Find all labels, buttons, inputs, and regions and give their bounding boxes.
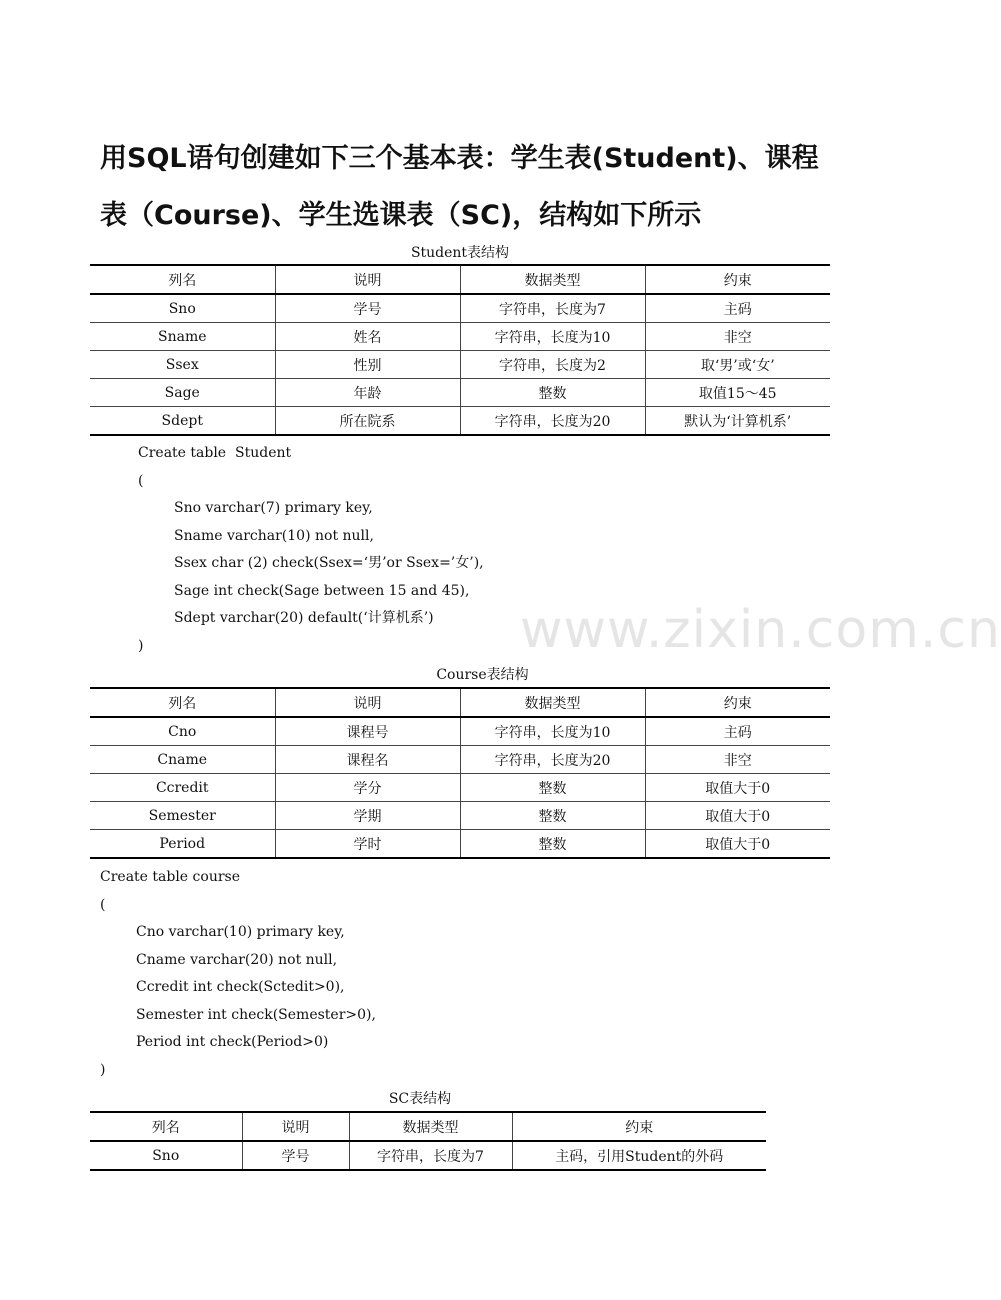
table-cell: 课程号 bbox=[275, 717, 460, 746]
table-cell: 学号 bbox=[242, 1141, 349, 1170]
table-cell: 学期 bbox=[275, 802, 460, 830]
table-header-row bbox=[90, 1112, 766, 1141]
table-cell: Semester bbox=[90, 802, 275, 830]
table-row bbox=[90, 1141, 766, 1170]
header-constraint: 约束 bbox=[645, 688, 830, 717]
table-cell: 学号 bbox=[275, 294, 460, 323]
table-cell: 性别 bbox=[275, 351, 460, 379]
table-cell: 年龄 bbox=[275, 379, 460, 407]
table-cell: 非空 bbox=[645, 746, 830, 774]
code-line: Period int check(Period>0) bbox=[136, 1034, 329, 1050]
table-row bbox=[90, 802, 830, 830]
table-cell: 取值大于0 bbox=[645, 774, 830, 802]
table-cell: Sname bbox=[90, 323, 275, 351]
header-column-name: 列名 bbox=[90, 265, 275, 294]
sc-table-caption: SC表结构 bbox=[388, 1091, 452, 1107]
table-cell: 默认为‘计算机系’ bbox=[645, 407, 830, 436]
header-column-name: 列名 bbox=[90, 1112, 242, 1141]
code-line: Create table course bbox=[100, 869, 240, 885]
code-line: Ccredit int check(Sctedit>0), bbox=[136, 979, 345, 995]
table-row bbox=[90, 746, 830, 774]
table-cell: 所在院系 bbox=[275, 407, 460, 436]
code-line: Sname varchar(10) not null, bbox=[174, 527, 374, 544]
course-table bbox=[90, 687, 830, 859]
table-cell: 学时 bbox=[275, 830, 460, 859]
table-cell: 课程名 bbox=[275, 746, 460, 774]
code-line: Sdept varchar(20) default(‘计算机系’) bbox=[174, 610, 434, 626]
code-line: ( bbox=[100, 896, 106, 913]
table-cell: 字符串，长度为2 bbox=[460, 351, 645, 379]
header-description: 说明 bbox=[242, 1112, 349, 1141]
table-row bbox=[90, 294, 830, 323]
header-description: 说明 bbox=[275, 265, 460, 294]
student-table bbox=[90, 264, 830, 436]
code-line: Semester int check(Semester>0), bbox=[136, 1006, 376, 1023]
table-cell: 整数 bbox=[460, 379, 645, 407]
table-row bbox=[90, 717, 830, 746]
table-cell: Period bbox=[90, 830, 275, 859]
table-cell: 整数 bbox=[460, 830, 645, 859]
header-data-type: 数据类型 bbox=[460, 688, 645, 717]
header-column-name: 列名 bbox=[90, 688, 275, 717]
table-row bbox=[90, 379, 830, 407]
table-row bbox=[90, 351, 830, 379]
header-description: 说明 bbox=[275, 688, 460, 717]
table-cell: 取值大于0 bbox=[645, 802, 830, 830]
student-table-caption: Student表结构 bbox=[410, 245, 510, 261]
table-cell: Sno bbox=[90, 1141, 242, 1170]
code-line: ) bbox=[100, 1061, 106, 1078]
table-cell: 取值大于0 bbox=[645, 830, 830, 859]
code-line: ( bbox=[138, 472, 144, 489]
table-cell: Sdept bbox=[90, 407, 275, 436]
table-cell: 字符串，长度为7 bbox=[460, 294, 645, 323]
watermark: www.zixin.com.cn bbox=[520, 600, 1001, 660]
table-cell: 字符串，长度为7 bbox=[349, 1141, 512, 1170]
table-row bbox=[90, 323, 830, 351]
table-cell: Sage bbox=[90, 379, 275, 407]
table-header-row bbox=[90, 265, 830, 294]
student-create-sql bbox=[138, 440, 484, 660]
table-header-row bbox=[90, 688, 830, 717]
table-row bbox=[90, 407, 830, 436]
code-line: Cname varchar(20) not null, bbox=[136, 951, 338, 968]
table-cell: 整数 bbox=[460, 774, 645, 802]
table-row bbox=[90, 830, 830, 859]
table-cell: 非空 bbox=[645, 323, 830, 351]
sc-table bbox=[90, 1111, 766, 1171]
table-cell: 取‘男’或‘女’ bbox=[645, 351, 830, 379]
course-table-caption: Course表结构 bbox=[436, 667, 529, 683]
code-line: Sno varchar(7) primary key, bbox=[174, 500, 373, 516]
table-cell: 整数 bbox=[460, 802, 645, 830]
table-cell: 取值15～45 bbox=[645, 379, 830, 407]
table-cell: 主码，引用Student的外码 bbox=[512, 1141, 766, 1170]
code-line: Create table Student bbox=[138, 445, 292, 461]
header-constraint: 约束 bbox=[512, 1112, 766, 1141]
code-line: Sage int check(Sage between 15 and 45), bbox=[174, 582, 470, 599]
table-cell: 字符串，长度为10 bbox=[460, 323, 645, 351]
table-cell: Ccredit bbox=[90, 774, 275, 802]
course-create-sql bbox=[100, 864, 376, 1084]
table-cell: 主码 bbox=[645, 294, 830, 323]
table-cell: Sno bbox=[90, 294, 275, 323]
header-data-type: 数据类型 bbox=[349, 1112, 512, 1141]
table-cell: 字符串，长度为20 bbox=[460, 746, 645, 774]
header-constraint: 约束 bbox=[645, 265, 830, 294]
code-line: Cno varchar(10) primary key, bbox=[136, 924, 345, 940]
code-line: ) bbox=[138, 637, 144, 654]
table-cell: 姓名 bbox=[275, 323, 460, 351]
table-cell: Cname bbox=[90, 746, 275, 774]
table-row bbox=[90, 774, 830, 802]
table-cell: 主码 bbox=[645, 717, 830, 746]
table-cell: 字符串，长度为20 bbox=[460, 407, 645, 436]
code-line: Ssex char (2) check(Ssex=‘男’or Ssex=’女’), bbox=[174, 555, 484, 571]
document-heading: 用SQL语句创建如下三个基本表：学生表(Student)、课程表（Course)、学生选课表（SC)，结构如下所示 bbox=[100, 143, 819, 231]
table-cell: Ssex bbox=[90, 351, 275, 379]
table-cell: Cno bbox=[90, 717, 275, 746]
header-data-type: 数据类型 bbox=[460, 265, 645, 294]
table-cell: 学分 bbox=[275, 774, 460, 802]
table-cell: 字符串，长度为10 bbox=[460, 717, 645, 746]
